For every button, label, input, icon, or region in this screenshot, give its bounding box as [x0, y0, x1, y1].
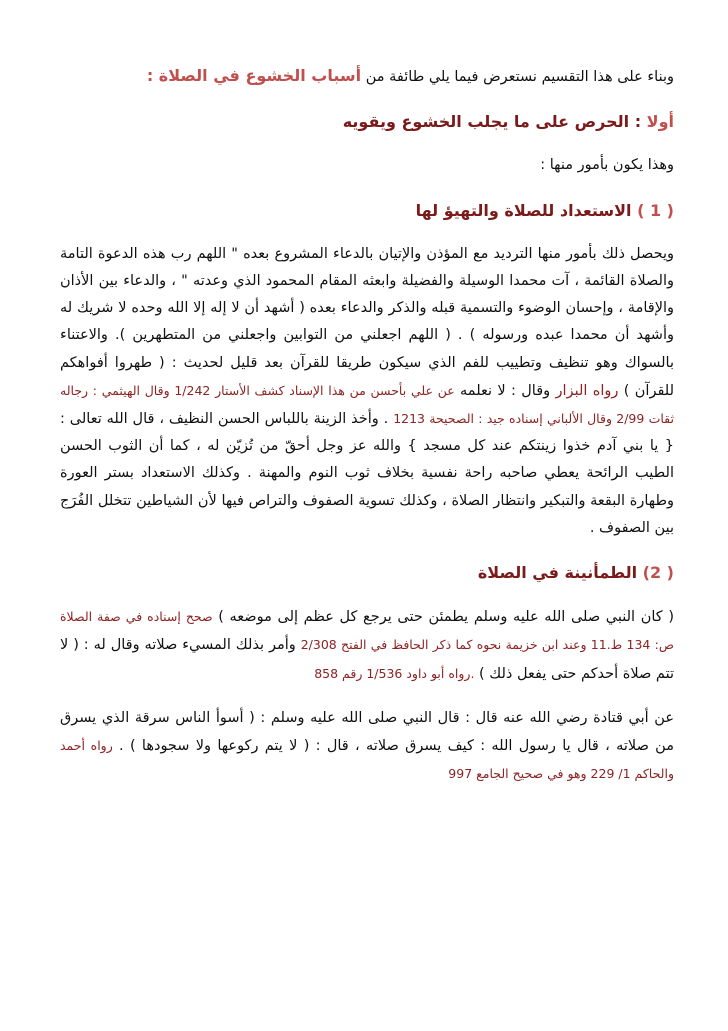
section1-paragraph	[60, 241, 674, 542]
first-title: : الحرص على ما يجلب الخشوع ويقويه	[342, 112, 647, 132]
section1-number: ( 1 )	[637, 200, 674, 220]
intro-paragraph	[60, 62, 674, 91]
section1-ref2: عن علي بأحسن من هذا الإسناد كشف الأستار 1/242 وقال الهيثمي : رجاله ثقات 2/99 وقال الألباني إسناده جيد : الصحيحة 1213	[60, 382, 674, 427]
section2-ref3: رواه أحمد والحاكم 1/ 229 وهو في صحيح الجامع 997	[60, 738, 674, 782]
section2-paragraph-2	[60, 705, 674, 789]
document-page	[60, 62, 674, 788]
first-label: أولا	[646, 112, 674, 132]
section2-ref2: .رواه أبو داود 1/536 رقم 858	[314, 665, 475, 681]
section2-heading	[60, 559, 674, 586]
section1-cont: . وأخذ الزينة باللباس الحسن النظيف ، قال الله تعالى :{ يا بني آدم خذوا زينتكم عند كل مسجد } والله عز وجل أحقّ من تُزيّن له ، كما أن الثوب الحسن الطيب الرائحة يعطي صاحبه راحة نفسية بخلاف ثوب النوم والمهنة . وكذلك الاستعداد بستر العورة وطهارة البقعة والتبكير وانتظار الصلاة ، وكذلك تسوية الصفوف والتراص فيها لأن الشياطين تتخلل الفُرَج بين الصفوف .	[60, 411, 674, 536]
section1-mid: وقال : لا نعلمه	[454, 382, 556, 399]
section2-title: الطمأنينة في الصلاة	[477, 563, 643, 583]
section1-title: الاستعداد للصلاة والتهيؤ لها	[415, 200, 638, 220]
section1-heading	[60, 197, 674, 224]
section2-cont: وأمر بذلك المسيء صلاته وقال له : ( لا تتم صلاة أحدكم حتى يفعل ذلك )	[60, 637, 674, 682]
section2-text: ( كان النبي صلى الله عليه وسلم يطمئن حتى يرجع كل عظم إلى موضعه )	[212, 609, 674, 626]
first-heading	[60, 108, 674, 135]
section2-ref: صحح إسناده في صفة الصلاة ص: 134 ط.11 وعند ابن خزيمة نحوه كما ذكر الحافظ في الفتح 2/308	[60, 609, 674, 653]
section2-number: ( 2)	[642, 563, 674, 583]
section1-text: ويحصل ذلك بأمور منها الترديد مع المؤذن والإتيان بالدعاء المشروع بعده " اللهم رب هذه الدعوة التامة والصلاة القائمة ، آت محمدا الوسيلة والفضيلة وابعثه المقام المحمود الذي وعدته " ، والدعاء بين الأذان والإقامة ، وإحسان الوضوء والتسمية قبله والذكر والدعاء بعده ( أشهد أن لا إله إلا الله وحده لا شريك له وأشهد أن محمدا عبده ورسوله ) . ( اللهم اجعلني من التوابين واجعلني من المتطهرين ). والاعتناء بالسواك وهو تنظيف وتطييب للفم الذي سيكون طريقا للقرآن بعد قليل لحديث : ( طهروا أفواهكم للقرآن )	[60, 245, 675, 399]
intro-text: وبناء على هذا التقسيم نستعرض فيما يلي طائفة من	[361, 69, 674, 85]
first-sub: وهذا يكون بأمور منها :	[540, 157, 674, 174]
section2-paragraph	[60, 603, 674, 688]
intro-accent-title: أسباب الخشوع في الصلاة :	[146, 66, 362, 85]
section2-text-2: عن أبي قتادة رضي الله عنه قال : قال النبي صلى الله عليه وسلم : ( أسوأ الناس سرقة الذي يسرق من صلاته ، قال يا رسول الله : كيف يسرق صلاته ، قال : ( لا يتم ركوعها ولا سجودها ) .	[60, 709, 674, 755]
section1-ref: رواه البزار	[555, 382, 619, 399]
